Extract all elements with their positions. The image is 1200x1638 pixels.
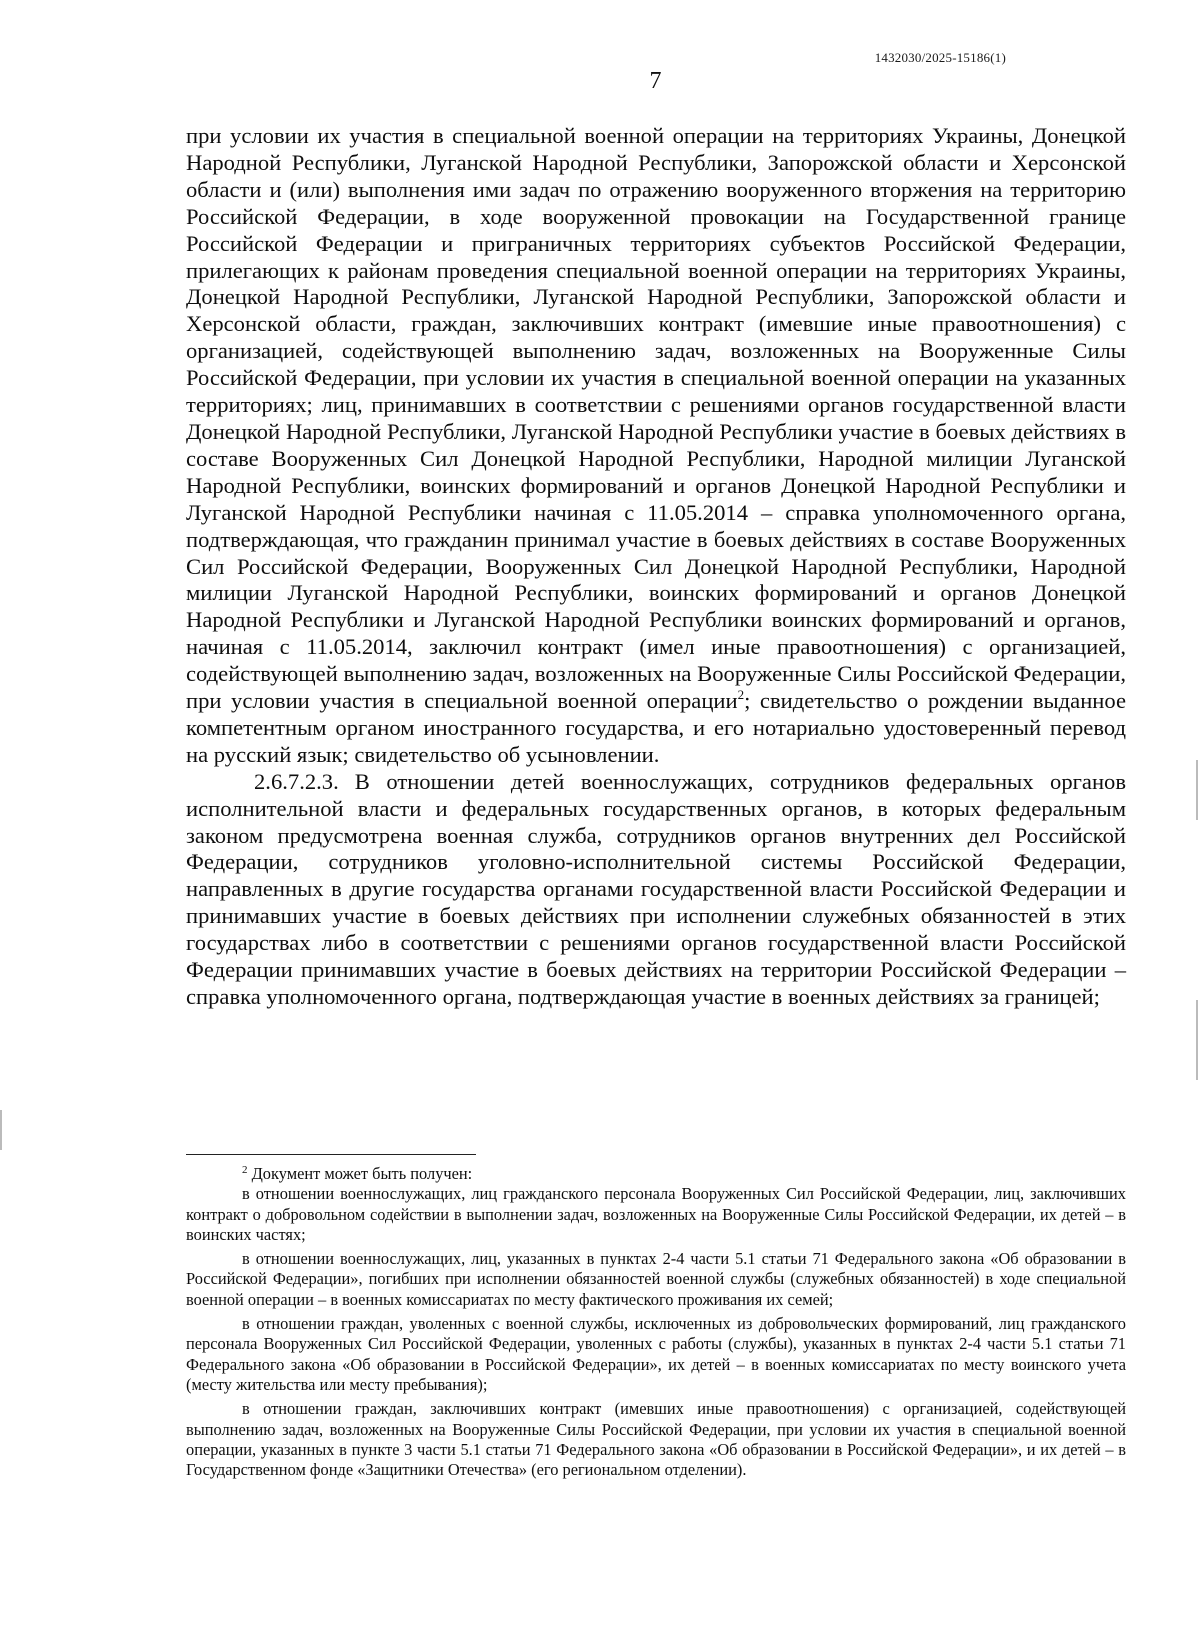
- scan-edge-mark: [1196, 760, 1198, 820]
- footnote-intro: [186, 1164, 1126, 1184]
- footnote-item: в отношении граждан, уволенных с военной службы, исключенных из добровольческих формирований, лиц гражданского персонала Вооруженных Сил Российской Федерации, уволенных с работы (службы), указанных в пунктах 2-4 части 5.1 статьи 71 Федерального закона «Об образовании в Российской Федерации», их детей – в военных комиссариатах по месту воинского учета (месту жительства или месту пребывания);: [186, 1314, 1126, 1394]
- paragraph-continuation: [186, 123, 1126, 769]
- scan-edge-mark: [1196, 1000, 1198, 1080]
- footnote-item: в отношении граждан, заключивших контракт (имевших иные правоотношения) с организацией, содействующей выполнению задач, возложенных на Вооруженные Силы Российской Федерации, при условии их участия в специальной военной операции, указанных в пункте 3 части 5.1 статьи 71 Федерального закона «Об образовании в Российской Федерации», и их детей – в Государственном фонде «Защитники Отечества» (его региональном отделении).: [186, 1399, 1126, 1480]
- footnote-item: в отношении военнослужащих, лиц, указанных в пунктах 2-4 части 5.1 статьи 71 Федерального закона «Об образовании в Российской Федерации», погибших при исполнении обязанностей военной службы (служебных обязанностей) в ходе специальной военной операции – в военных комиссариатах по месту фактического проживания их семей;: [186, 1249, 1126, 1309]
- section-paragraph: [186, 769, 1126, 1011]
- footnote-number: 2: [242, 1164, 248, 1176]
- footnote-item: в отношении военнослужащих, лиц гражданского персонала Вооруженных Сил Российской Федерации, лиц, заключивших контракт о добровольном содействии в выполнении задач, возложенных на Вооруженные Силы Российской Федерации, их детей – в воинских частях;: [186, 1184, 1126, 1244]
- paragraph-continuation-text: при условии их участия в специальной военной операции на территориях Украины, Донецкой Народной Республики, Луганской Народной Республики, Запорожской области и Херсонской области и (или) выполнения ими задач по отражению вооруженного вторжения на территорию Российской Федерации, в ходе вооруженной провокации на Государственной границе Российской Федерации и приграничных территориях субъектов Российской Федерации, прилегающих к районам проведения специальной военной операции на территориях Украины, Донецкой Народной Республики, Луганской Народной Республики, Запорожской области и Херсонской области, граждан, заключивших контракт (имевшие иные правоотношения) с организацией, содействующей выполнению задач, возложенных на Вооруженные Силы Российской Федерации, при условии их участия в специальной военной операции на указанных территориях; лиц, принимавших в соответствии с решениями органов государственной власти Донецкой Народной Республики, Луганской Народной Республики участие в боевых действиях в составе Вооруженных Сил Донецкой Народной Республики, Народной милиции Луганской Народной Республики, воинских формирований и органов Донецкой Народной Республики и Луганской Народной Республики начиная с 11.05.2014 – справка уполномоченного органа, подтверждающая, что гражданин принимал участие в боевых действиях в составе Вооруженных Сил Российской Федерации, Вооруженных Сил Донецкой Народной Республики, Народной милиции Луганской Народной Республики, воинских формирований и органов Донецкой Народной Республики и Луганской Народной Республики воинских формирований и органов, начиная с 11.05.2014, заключил контракт (имел иные правоотношения) с организацией, содействующей выполнению задач, возложенных на Вооруженные Силы Российской Федерации, при условии участия в специальной военной операции: [186, 123, 1126, 714]
- scan-edge-mark: [0, 1110, 2, 1150]
- main-text: [186, 123, 1126, 1011]
- document-registration-number: 1432030/2025-15186(1): [874, 50, 1006, 65]
- section-number: 2.6.7.2.3.: [254, 768, 339, 794]
- footnote-reference: 2: [737, 687, 745, 703]
- footnote-separator: [186, 1154, 476, 1155]
- paragraph-continuation-tail: ; свидетельство о рождении выданное компетентным органом иностранного государства, и его нотариально удостоверенный перевод на русский язык; свидетельство об усыновлении.: [186, 688, 1126, 767]
- page-number: 7: [649, 68, 662, 94]
- footnotes: [186, 1164, 1126, 1484]
- section-paragraph-text: В отношении детей военнослужащих, сотрудников федеральных органов исполнительной власти и федеральных государственных органов, в которых федеральным законом предусмотрена военная служба, сотрудников органов внутренних дел Российской Федерации, сотрудников уголовно-исполнительной системы Российской Федерации, направленных в другие государства органами государственной власти Российской Федерации и принимавших участие в боевых действиях при исполнении служебных обязанностей в этих государствах либо в соответствии с решениями органов государственной власти Российской Федерации принимавших участие в боевых действиях на территории Российской Федерации – справка уполномоченного органа, подтверждающая участие в военных действиях за границей;: [186, 768, 1126, 1009]
- footnote-intro-text: Документ может быть получен:: [251, 1164, 473, 1183]
